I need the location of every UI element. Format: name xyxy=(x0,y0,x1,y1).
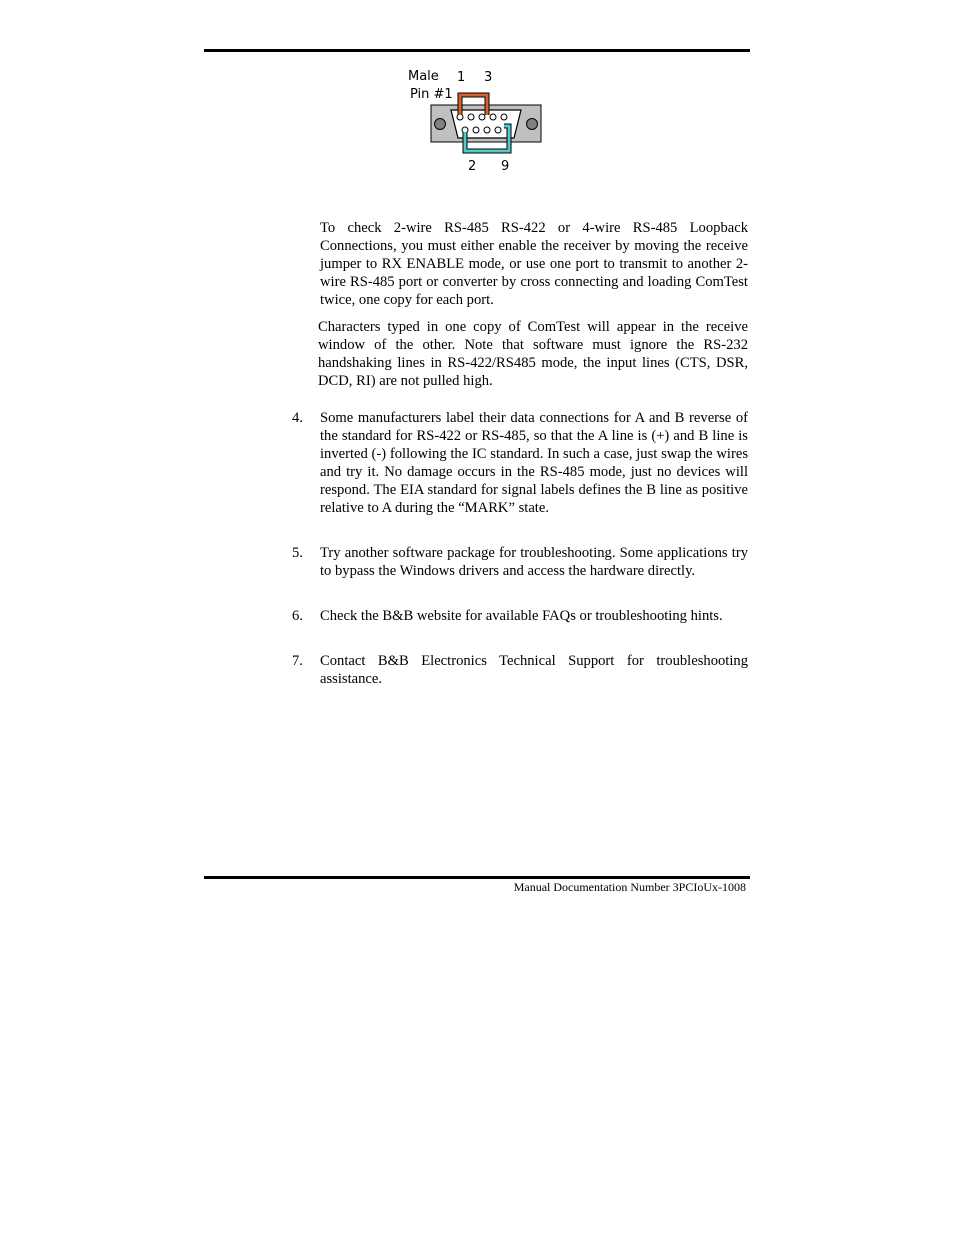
list-text: Try another software package for troubleshooting. Some applications try to bypass the Windows drivers and access the hardware directly. xyxy=(320,545,748,579)
list-number: 5. xyxy=(292,545,303,561)
list-text: Some manufacturers label their data connections for A and B reverse of the standard for RS-422 or RS-485, so that the A line is (+) and B line is inverted (-) following the IC standard. In such a case, just swap the wires and try it. No damage occurs in the RS-485 mode, just no devices will respond. The EIA standard for signal labels defines the B line as positive relative to A during the “MARK” state. xyxy=(320,410,748,516)
footer-rule xyxy=(204,876,750,879)
mount-hole-left xyxy=(435,119,446,130)
label-pin-1: 1 xyxy=(457,70,466,85)
list-item xyxy=(292,409,748,517)
db9-loopback-diagram xyxy=(404,64,549,178)
header-rule xyxy=(204,49,750,52)
list-text: Contact B&B Electronics Technical Support for troubleshooting assistance. xyxy=(320,653,748,687)
list-item xyxy=(292,652,748,688)
list-number: 4. xyxy=(292,410,303,426)
list-number: 6. xyxy=(292,608,303,624)
footer-doc-number: Manual Documentation Number 3PCIoUx-1008 xyxy=(513,880,746,894)
comtest-paragraph: Characters typed in one copy of ComTest will appear in the receive window of the other. Note that software must ignore the RS-232 handshaking lines in RS-422/RS485 mode, the input lines (CTS, DSR, DCD, RI) are not pulled high. xyxy=(318,319,748,389)
list-item xyxy=(292,607,748,625)
list-number: 7. xyxy=(292,653,303,669)
loopback-paragraph: To check 2-wire RS-485 RS-422 or 4-wire RS-485 Loopback Connections, you must either enable the receiver by moving the receive jumper to RX ENABLE mode, or use one port to transmit to another 2-wire RS-485 port or converter by cross connecting and loading ComTest twice, one copy for each port. xyxy=(320,220,748,308)
list-item xyxy=(292,544,748,580)
list-text: Check the B&B website for available FAQs or troubleshooting hints. xyxy=(320,608,723,624)
label-pin-3: 3 xyxy=(484,70,493,85)
label-male: Male xyxy=(408,69,439,84)
db9-connector-svg xyxy=(404,64,549,178)
label-pin-2: 2 xyxy=(468,159,477,174)
label-pin-9: 9 xyxy=(501,159,510,174)
label-pin1: Pin #1 xyxy=(410,87,453,102)
mount-hole-right xyxy=(527,119,538,130)
